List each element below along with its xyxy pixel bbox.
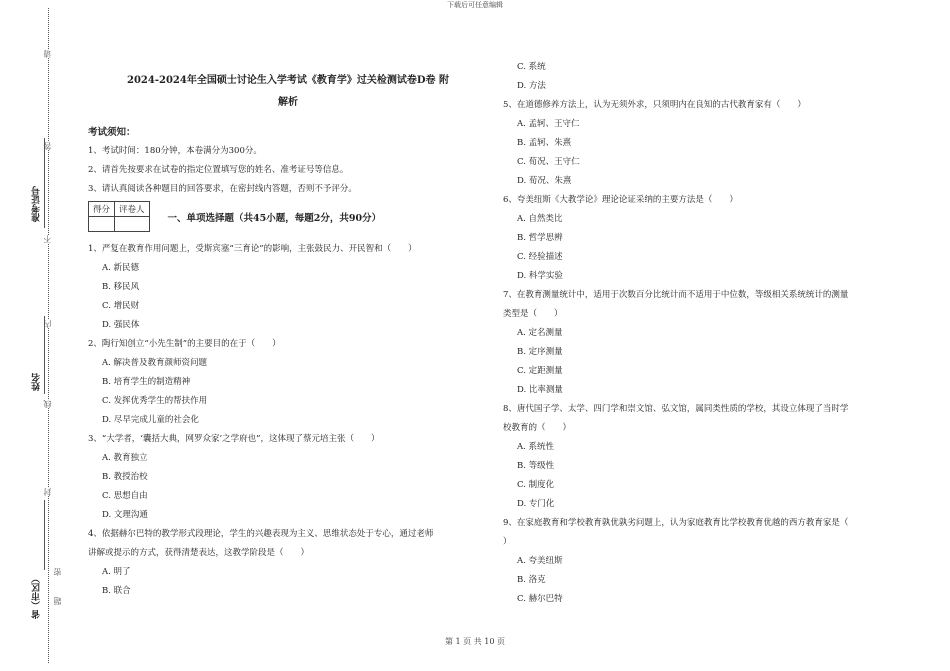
seal-mark: 密 [53, 568, 62, 576]
question-text: ） [503, 537, 512, 547]
answer-option[interactable]: D. 方法 [517, 81, 546, 91]
question-text: 8、唐代国子学、太学、四门学和崇文馆、弘文馆，属同类性质的学校，其设立体现了当时学 [503, 404, 849, 414]
answer-option[interactable]: B. 等级性 [517, 461, 555, 471]
seal-mark: 请 [43, 50, 52, 58]
question-list-right [503, 58, 903, 609]
answer-option[interactable]: A. 教育独立 [102, 453, 148, 463]
page-footer: 第 1 页 共 10 页 [445, 637, 505, 646]
notice-item: 1、考试时间：180分钟，本卷满分为300分。 [88, 146, 262, 156]
answer-option[interactable]: B. 培育学生的制造精神 [102, 377, 191, 387]
answer-option[interactable]: B. 移民风 [102, 282, 140, 292]
answer-option[interactable]: D. 比率测量 [517, 385, 563, 395]
score-row [88, 201, 488, 232]
score-box [88, 201, 150, 232]
answer-option[interactable]: C. 荀况、王守仁 [517, 157, 580, 167]
left-column [88, 70, 488, 601]
answer-option[interactable]: A. 明了 [102, 567, 131, 577]
province-field[interactable] [44, 500, 45, 570]
section-title: 一、单项选择题（共45小题，每题2分，共90分） [167, 212, 382, 224]
answer-option[interactable]: D. 强民体 [102, 320, 140, 330]
seal-mark: 线 [43, 400, 52, 408]
question-text: 7、在教育测量统计中，适用于次数百分比统计而不适用于中位数，等级相关系统统计的测量 [503, 290, 849, 300]
answer-option[interactable]: A. 自然类比 [517, 214, 563, 224]
seal-mark: 内 [43, 320, 52, 328]
question-text: 5、在道德修养方法上，认为无须外求，只须明内在良知的古代教育家有（ ） [503, 100, 806, 110]
question-text: 3、“大学者，‘囊括大典，网罗众家’之学府也”，这体现了蔡元培主张（ ） [88, 434, 380, 444]
answer-option[interactable]: C. 增民财 [102, 301, 140, 311]
right-column [503, 58, 903, 609]
name-label: 姓名 [32, 373, 42, 391]
answer-option[interactable]: A. 解决普及教育颜师资问题 [102, 358, 208, 368]
answer-option[interactable]: C. 赫尔巴特 [517, 594, 563, 604]
question-text: 讲解或提示的方式，获得清楚表达，这教学阶段是（ ） [88, 548, 310, 558]
grader-input[interactable] [115, 217, 150, 232]
notice-heading: 考试须知： [88, 127, 136, 138]
exam-number-label: 准考证号 [32, 186, 42, 222]
answer-option[interactable]: D. 尽早完成儿童的社会化 [102, 415, 199, 425]
exam-number-field[interactable] [44, 138, 45, 228]
answer-option[interactable]: A. 系统性 [517, 442, 555, 452]
score-input[interactable] [89, 217, 115, 232]
answer-option[interactable]: A. 定名测量 [517, 328, 563, 338]
answer-option[interactable]: B. 联合 [102, 586, 131, 596]
notice-item: 2、请首先按要求在试卷的指定位置填写您的姓名、准考证号等信息。 [88, 165, 349, 175]
answer-option[interactable]: D. 荀况、朱熹 [517, 176, 572, 186]
answer-option[interactable]: B. 孟轲、朱熹 [517, 138, 572, 148]
question-text: 校教育的（ ） [503, 423, 572, 433]
answer-option[interactable]: C. 系统 [517, 62, 546, 72]
province-label: 省（市区） [32, 574, 42, 619]
notice-item: 3、请认真阅读各种题目的回答要求，在密封线内答题，否则不予评分。 [88, 184, 357, 194]
answer-option[interactable]: A. 夸美纽斯 [517, 556, 563, 566]
answer-option[interactable]: C. 发挥优秀学生的帮扶作用 [102, 396, 208, 406]
seal-mark: 答 [43, 142, 52, 150]
answer-option[interactable]: C. 思想自由 [102, 491, 148, 501]
answer-option[interactable]: C. 定距测量 [517, 366, 563, 376]
question-text: 类型是（ ） [503, 309, 563, 319]
answer-option[interactable]: C. 制度化 [517, 480, 555, 490]
question-text: 6、夸美纽斯《大教学论》理论论证采纳的主要方法是（ ） [503, 195, 738, 205]
score-cell: 得分 [89, 202, 115, 217]
answer-option[interactable]: D. 专门化 [517, 499, 555, 509]
top-note: 下载后可任意编辑 [447, 1, 503, 9]
name-field[interactable] [44, 316, 45, 394]
question-text: 4、依据赫尔巴特的教学形式段理论，学生的兴趣表现为主义、思维状态处于专心，通过老师 [88, 529, 434, 539]
answer-option[interactable]: B. 哲学思辨 [517, 233, 563, 243]
exam-title: 2024-2024年全国硕士讨论生入学考试《教育学》过关检测试卷D卷 附 [127, 75, 449, 86]
answer-option[interactable]: D. 文理沟通 [102, 510, 148, 520]
answer-option[interactable]: C. 经验描述 [517, 252, 563, 262]
seal-mark: 不 [43, 235, 52, 243]
binding-margin [0, 0, 70, 671]
answer-option[interactable]: A. 孟轲、王守仁 [517, 119, 580, 129]
question-list-left [88, 240, 488, 601]
question-text: 9、在家庭教育和学校教育孰优孰劣问题上，认为家庭教育比学校教育优越的西方教育家是（ [503, 518, 849, 528]
seal-line [48, 8, 49, 663]
seal-mark: 题 [53, 597, 62, 605]
question-text: 1、严复在教育作用问题上，受斯宾塞“三育论”的影响，主张鼓民力、开民智和（ ） [88, 244, 417, 254]
answer-option[interactable]: B. 洛克 [517, 575, 546, 585]
answer-option[interactable]: A. 新民德 [102, 263, 140, 273]
answer-option[interactable]: B. 教授治校 [102, 472, 148, 482]
question-text: 2、陶行知创立“小先生制”的主要目的在于（ ） [88, 339, 281, 349]
grader-cell: 评卷人 [115, 202, 150, 217]
answer-option[interactable]: D. 科学实验 [517, 271, 563, 281]
exam-title-cont: 解析 [278, 97, 298, 108]
seal-mark: 封 [43, 488, 52, 496]
answer-option[interactable]: B. 定序测量 [517, 347, 563, 357]
